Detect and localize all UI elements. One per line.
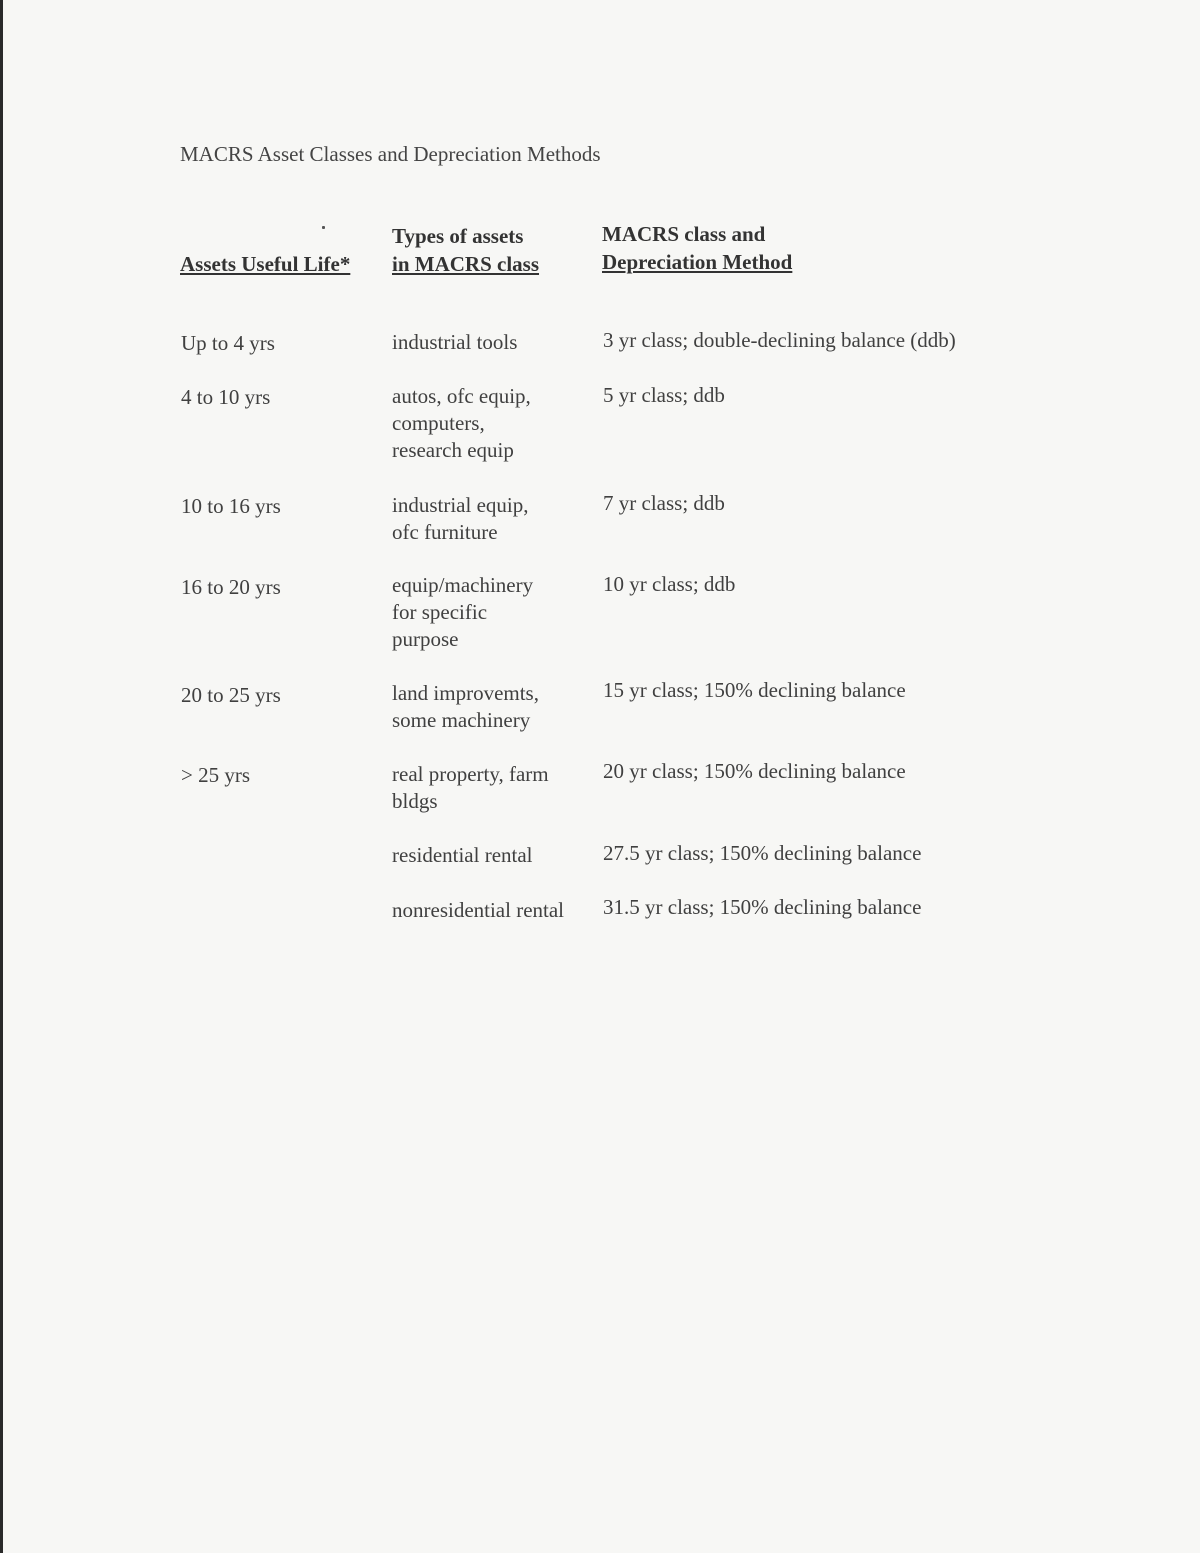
row-types-line: industrial equip,	[392, 493, 529, 517]
row-class: 31.5 yr class; 150% declining balance	[603, 895, 922, 919]
row-types-line: land improvemts,	[392, 681, 539, 705]
row-class: 15 yr class; 150% declining balance	[603, 678, 906, 702]
header-line: Depreciation Method	[602, 250, 793, 274]
row-life: 4 to 10 yrs	[181, 385, 271, 409]
row-types-line: residential rental	[392, 843, 533, 867]
row-types-line: some machinery	[392, 708, 531, 732]
row-types-line: for specific	[392, 600, 488, 624]
row-types	[392, 680, 539, 734]
row-types-line: real property, farm	[392, 762, 549, 786]
row-life: 20 to 25 yrs	[181, 683, 281, 707]
row-types	[392, 842, 533, 869]
header-assets-useful-life	[180, 250, 350, 278]
scan-edge	[0, 0, 3, 1553]
row-class: 20 yr class; 150% declining balance	[603, 759, 906, 783]
header-macrs-class-method	[602, 220, 792, 276]
header-line: in MACRS class	[392, 252, 540, 276]
row-life: 10 to 16 yrs	[181, 494, 281, 518]
header-line: Types of assets	[392, 224, 524, 248]
row-types	[392, 761, 549, 815]
document-title: MACRS Asset Classes and Depreciation Methods	[180, 142, 601, 166]
row-types	[392, 897, 564, 924]
row-class: 3 yr class; double-declining balance (ddb)	[603, 328, 956, 352]
scan-mark	[322, 226, 325, 229]
row-types	[392, 492, 528, 546]
row-types	[392, 329, 517, 356]
row-types-line: research equip	[392, 438, 514, 462]
row-class: 27.5 yr class; 150% declining balance	[603, 841, 922, 865]
row-types-line: computers,	[392, 411, 485, 435]
header-types-of-assets	[392, 222, 539, 278]
row-types-line: nonresidential rental	[392, 898, 565, 922]
row-class: 7 yr class; ddb	[603, 491, 725, 515]
row-class: 10 yr class; ddb	[603, 572, 736, 596]
row-types	[392, 383, 531, 464]
header-line: Assets Useful Life*	[180, 252, 351, 276]
row-life: Up to 4 yrs	[181, 331, 275, 355]
row-types	[392, 572, 533, 653]
row-types-line: ofc furniture	[392, 520, 498, 544]
row-types-line: autos, ofc equip,	[392, 384, 531, 408]
row-types-line: equip/machinery	[392, 573, 534, 597]
row-life: 16 to 20 yrs	[181, 575, 281, 599]
row-life: > 25 yrs	[181, 763, 251, 787]
row-class: 5 yr class; ddb	[603, 383, 725, 407]
row-types-line: purpose	[392, 627, 459, 651]
row-types-line: bldgs	[392, 789, 438, 813]
header-line: MACRS class and	[602, 222, 766, 246]
row-types-line: industrial tools	[392, 330, 518, 354]
